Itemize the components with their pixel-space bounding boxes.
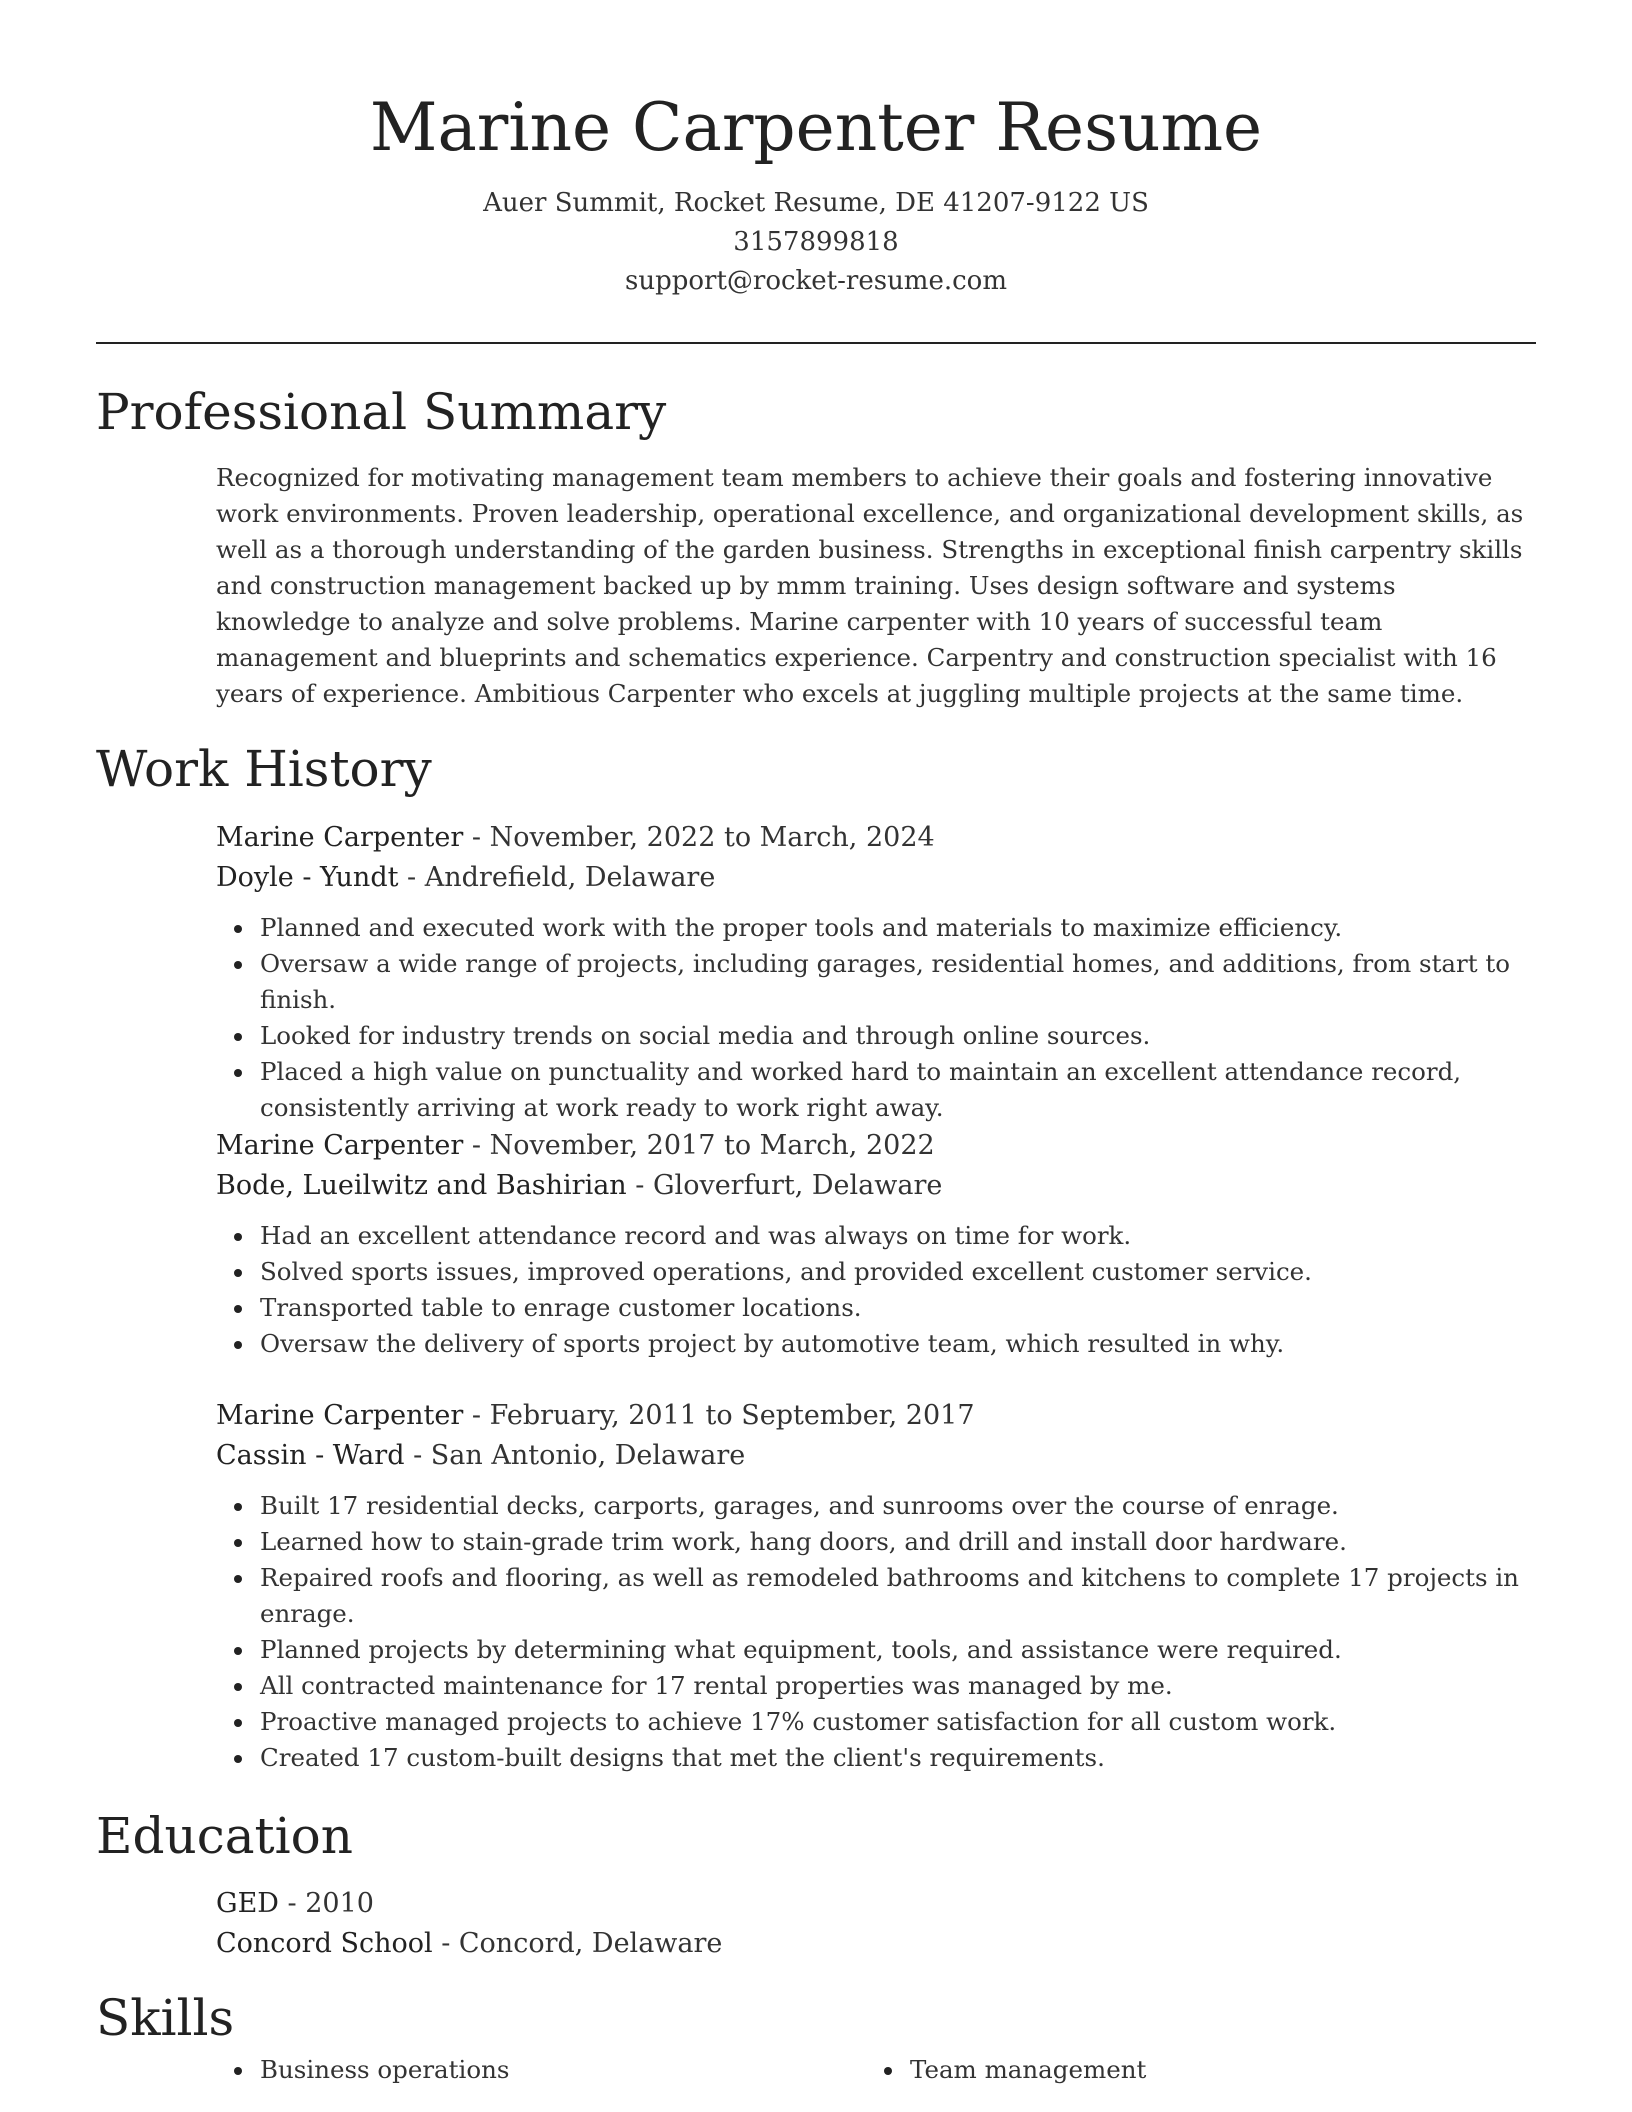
list-item: Team management — [910, 2052, 1486, 2088]
list-item: Learned how to stain-grade trim work, hang doors, and drill and install door hardware. — [260, 1524, 1536, 1560]
education-degree: GED — [216, 1888, 279, 1919]
job-entry-1 — [216, 818, 1536, 1126]
job-duties-list — [216, 910, 1536, 1126]
job-dates: - February, 2011 to September, 2017 — [463, 1400, 975, 1431]
contact-email: support@rocket-resume.com — [624, 266, 1007, 296]
summary-heading: Professional Summary — [96, 383, 667, 441]
job-company-line — [216, 858, 1536, 898]
job-title: Marine Carpenter — [216, 1130, 464, 1161]
job-company: Cassin - Ward — [216, 1440, 405, 1471]
job-company-line — [216, 1436, 1536, 1476]
list-item: Placed a high value on punctuality and worked hard to maintain an excellent attendance record, consistently arriving at work ready to work right away. — [260, 1054, 1536, 1126]
job-title-line — [216, 1396, 1536, 1436]
job-company: Doyle - Yundt — [216, 862, 399, 893]
work-history-heading: Work History — [96, 740, 432, 798]
list-item: Solved sports issues, improved operations, and provided excellent customer service. — [260, 1254, 1536, 1290]
list-item: Oversaw a wide range of projects, including garages, residential homes, and additions, from start to finish. — [260, 946, 1536, 1018]
contact-phone: 3157899818 — [733, 227, 899, 257]
resume-title: Marine Carpenter Resume — [369, 89, 1263, 166]
job-dates: - November, 2022 to March, 2024 — [463, 822, 935, 853]
education-school-line — [216, 1924, 1536, 1964]
list-item: Planned and executed work with the proper tools and materials to maximize efficiency. — [260, 910, 1536, 946]
education-heading: Education — [96, 1807, 353, 1865]
education-year: - 2010 — [278, 1888, 374, 1919]
job-location: - Gloverfurt, Delaware — [626, 1170, 943, 1201]
list-item: Created 17 custom-built designs that met the client's requirements. — [260, 1740, 1536, 1776]
skills-list-left — [216, 2052, 836, 2088]
header-divider — [96, 342, 1536, 344]
job-title-line — [216, 1126, 1536, 1166]
education-location: - Concord, Delaware — [432, 1928, 723, 1959]
list-item: Planned projects by determining what equipment, tools, and assistance were required. — [260, 1632, 1536, 1668]
job-duties-list — [216, 1218, 1536, 1362]
list-item: Business operations — [260, 2052, 836, 2088]
job-location: - Andrefield, Delaware — [398, 862, 716, 893]
list-item: Repaired roofs and flooring, as well as remodeled bathrooms and kitchens to complete 17 projects in enrage. — [260, 1560, 1536, 1632]
list-item: All contracted maintenance for 17 rental properties was managed by me. — [260, 1668, 1536, 1704]
job-duties-list — [216, 1488, 1536, 1776]
resume-header — [96, 78, 1536, 301]
education-school: Concord School — [216, 1928, 433, 1959]
skills-list-right — [866, 2052, 1486, 2088]
job-dates: - November, 2017 to March, 2022 — [463, 1130, 935, 1161]
skills-column-right — [866, 2052, 1486, 2088]
skills-column-left — [216, 2052, 836, 2088]
job-entry-2 — [216, 1126, 1536, 1362]
list-item: Built 17 residential decks, carports, garages, and sunrooms over the course of enrage. — [260, 1488, 1536, 1524]
skills-heading: Skills — [96, 1989, 235, 2047]
job-title: Marine Carpenter — [216, 822, 464, 853]
job-entry-3 — [216, 1396, 1536, 1776]
job-company: Bode, Lueilwitz and Bashirian — [216, 1170, 627, 1201]
list-item: Had an excellent attendance record and was always on time for work. — [260, 1218, 1536, 1254]
job-title-line — [216, 818, 1536, 858]
contact-address: Auer Summit, Rocket Resume, DE 41207-9122 US — [483, 188, 1149, 218]
list-item: Proactive managed projects to achieve 17% customer satisfaction for all custom work. — [260, 1704, 1536, 1740]
job-location: - San Antonio, Delaware — [404, 1440, 746, 1471]
list-item: Transported table to enrage customer locations. — [260, 1290, 1536, 1326]
job-title: Marine Carpenter — [216, 1400, 464, 1431]
education-degree-line — [216, 1884, 1536, 1924]
list-item: Looked for industry trends on social media and through online sources. — [260, 1018, 1536, 1054]
summary-text: Recognized for motivating management team members to achieve their goals and fostering innovative work environments. Proven leadership, operational excellence, and organizational development skills, as well as a thorough understanding of the garden business. Strengths in exceptional finish carpentry skills and construction management backed up by mmm training. Uses design software and systems knowledge to analyze and solve problems. Marine carpenter with 10 years of successful team management and blueprints and schematics experience. Carpentry and construction specialist with 16 years of experience. Ambitious Carpenter who excels at juggling multiple projects at the same time. — [216, 463, 1524, 708]
job-company-line — [216, 1166, 1536, 1206]
education-entry — [216, 1884, 1536, 1964]
list-item: Oversaw the delivery of sports project by automotive team, which resulted in why. — [260, 1326, 1536, 1362]
